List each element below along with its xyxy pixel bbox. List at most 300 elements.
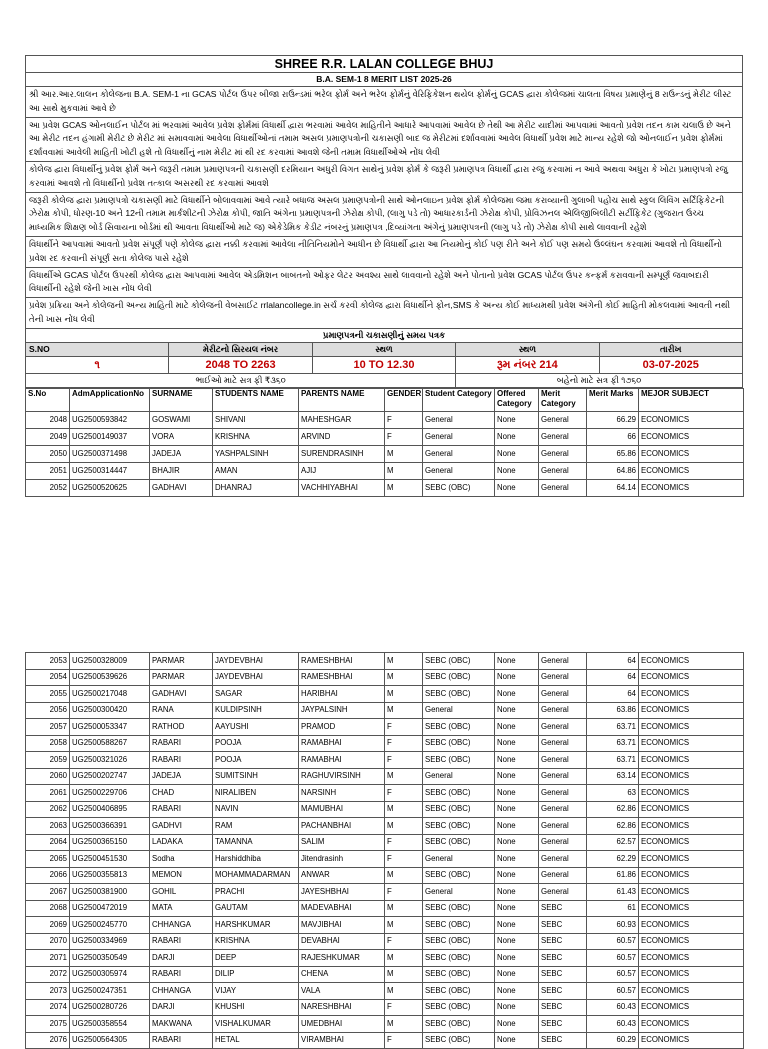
college-title: SHREE R.R. LALAN COLLEGE BHUJ: [26, 56, 743, 73]
column-header-gender: GENDER: [385, 388, 423, 411]
notice-paragraph: કોલેજ દ્વારા વિધાર્થીનું પ્રવેશ ફોર્મ અને જરૂરી તમામ પ્રમાણપત્રની ચકાસણી દરમિયાન અધુરી વિગત સાથેનું પ્રવેશ ફોર્મ કે જરૂરી પ્રમાણપત્ર વિધાર્થી દ્વારા રજુ કરવામાં ન આવે અથવા અધુરા કે ખોટા પ્રમાણપત્રો રજુ કરવામાં આવશે તો વિધાર્થીનો પ્રવેશ તત્કાલ અસરથી રદ કરવામાં આવશે: [26, 161, 743, 192]
cell-adm-application-no: UG2500593842: [70, 411, 150, 428]
cell-offered-category: None: [495, 801, 539, 818]
cell-merit-marks: 66: [587, 428, 639, 445]
cell-offered-category: None: [495, 917, 539, 934]
cell-major-subject: ECONOMICS: [639, 818, 744, 835]
cell-parent-name: RAGHUVIRSINH: [299, 768, 385, 785]
cell-gender: M: [385, 1016, 423, 1033]
cell-gender: M: [385, 983, 423, 1000]
cell-student-category: SEBC (OBC): [423, 950, 495, 967]
table-row: [26, 669, 744, 686]
cell-offered-category: None: [495, 702, 539, 719]
schedule-header-serial: મેરીટનો સિરયલ નંબર: [169, 342, 312, 356]
cell-student-category: SEBC (OBC): [423, 1016, 495, 1033]
cell-offered-category: None: [495, 950, 539, 967]
cell-adm-application-no: UG2500202747: [70, 768, 150, 785]
cell-merit-marks: 60.57: [587, 950, 639, 967]
cell-merit-marks: 62.86: [587, 801, 639, 818]
cell-gender: F: [385, 933, 423, 950]
cell-merit-category: General: [539, 851, 587, 868]
cell-student-name: YASHPALSINH: [213, 445, 299, 462]
cell-student-name: PRACHI: [213, 884, 299, 901]
notice-paragraph: જરૂરી કોલેજ દ્વારા પ્રમાણપત્રો ચકાસણી માટે વિધાર્થીને બોલાવવામાં આવે ત્યારે બધાજ અસલ પ્રમાણપત્રોની સાથે ઓનલાઇન પ્રવેશ ફોર્મ કોલેજમા જમા કરાવ્યાની ગુલાબી પહોંચ સાથે સ્કુલ લિવિંગ સર્ટિફિકેટની ઝેરોક્ષ કોપી, ધોરણ-10 અને 12ની તમામ માર્કશીટની ઝેરોક્ષ કોપી, જાતિ અંગેના પ્રમાણપત્રની ઝેરોક્ષ કોપી, (લાગુ પડે તો) આધારકાર્ડની ઝેરોક્ષ કોપી, પ્રોવિઝનલ એલિજીબિલીટી સર્ટીફિકેટ (ગુજરાત ઉચ્ચ માધ્યમિક શિક્ષણ બોર્ડ સિવાયના બોર્ડમાં થી આવતા વિધાર્થીઓ માટે જ) એકેડેમિક કેડીટ નંબરનું પ્રમાણપત્ર ,દિવ્યાંગતા અંગેનું પ્રમાણપત્રની (લાગુ પડે તો) ઝેરોક્ષ કોપી સાથે લાવવાની રહેશે: [26, 192, 743, 236]
cell-parent-name: RAMESHBHAI: [299, 653, 385, 670]
cell-adm-application-no: UG2500355813: [70, 867, 150, 884]
column-header-offered-category: Offered Category: [495, 388, 539, 411]
cell-merit-category: General: [539, 768, 587, 785]
cell-student-category: SEBC (OBC): [423, 479, 495, 496]
cell-student-name: TAMANNA: [213, 834, 299, 851]
cell-parent-name: RAMABHAI: [299, 735, 385, 752]
merit-table-top: [25, 388, 744, 497]
table-row: [26, 867, 744, 884]
cell-student-category: General: [423, 851, 495, 868]
cell-surname: MAKWANA: [150, 1016, 213, 1033]
cell-gender: M: [385, 801, 423, 818]
cell-offered-category: None: [495, 867, 539, 884]
cell-adm-application-no: UG2500381900: [70, 884, 150, 901]
cell-adm-application-no: UG2500406895: [70, 801, 150, 818]
schedule-sno: ૧: [26, 356, 169, 373]
cell-student-category: SEBC (OBC): [423, 719, 495, 736]
cell-parent-name: SALIM: [299, 834, 385, 851]
fee-boys: ભાઈઓ માટે સત્ર ફી ₹૩૬૦: [26, 373, 456, 387]
table-row: [26, 999, 744, 1016]
column-header-merit-marks: Merit Marks: [587, 388, 639, 411]
cell-parent-name: MAMUBHAI: [299, 801, 385, 818]
cell-major-subject: ECONOMICS: [639, 966, 744, 983]
cell-major-subject: ECONOMICS: [639, 702, 744, 719]
cell-surname: CHHANGA: [150, 983, 213, 1000]
cell-adm-application-no: UG2500217048: [70, 686, 150, 703]
cell-sno: 2072: [26, 966, 70, 983]
cell-offered-category: None: [495, 428, 539, 445]
cell-major-subject: ECONOMICS: [639, 917, 744, 934]
cell-student-category: SEBC (OBC): [423, 983, 495, 1000]
cell-student-category: General: [423, 428, 495, 445]
cell-adm-application-no: UG2500472019: [70, 900, 150, 917]
cell-major-subject: ECONOMICS: [639, 462, 744, 479]
cell-merit-category: General: [539, 884, 587, 901]
cell-gender: F: [385, 752, 423, 769]
cell-student-category: SEBC (OBC): [423, 900, 495, 917]
cell-surname: RABARI: [150, 966, 213, 983]
cell-adm-application-no: UG2500229706: [70, 785, 150, 802]
cell-offered-category: None: [495, 752, 539, 769]
cell-gender: M: [385, 900, 423, 917]
cell-sno: 2073: [26, 983, 70, 1000]
schedule-header-place: સ્થળ: [456, 342, 599, 356]
cell-surname: MEMON: [150, 867, 213, 884]
cell-offered-category: None: [495, 686, 539, 703]
cell-student-category: SEBC (OBC): [423, 752, 495, 769]
cell-surname: MATA: [150, 900, 213, 917]
cell-merit-marks: 60.93: [587, 917, 639, 934]
cell-merit-marks: 63.14: [587, 768, 639, 785]
table-row: [26, 834, 744, 851]
cell-major-subject: ECONOMICS: [639, 735, 744, 752]
cell-merit-marks: 64: [587, 686, 639, 703]
cell-sno: 2049: [26, 428, 70, 445]
cell-surname: DARJI: [150, 999, 213, 1016]
cell-parent-name: PACHANBHAI: [299, 818, 385, 835]
cell-gender: F: [385, 834, 423, 851]
cell-sno: 2065: [26, 851, 70, 868]
cell-student-name: SAGAR: [213, 686, 299, 703]
cell-parent-name: SURENDRASINH: [299, 445, 385, 462]
cell-surname: RABARI: [150, 752, 213, 769]
cell-sno: 2071: [26, 950, 70, 967]
cell-student-category: General: [423, 702, 495, 719]
cell-parent-name: JAYESHBHAI: [299, 884, 385, 901]
cell-surname: RABARI: [150, 933, 213, 950]
cell-surname: RABARI: [150, 735, 213, 752]
cell-merit-category: SEBC: [539, 950, 587, 967]
cell-adm-application-no: UG2500149037: [70, 428, 150, 445]
cell-sno: 2068: [26, 900, 70, 917]
cell-surname: GADHVI: [150, 818, 213, 835]
cell-gender: M: [385, 669, 423, 686]
cell-major-subject: ECONOMICS: [639, 411, 744, 428]
cell-sno: 2060: [26, 768, 70, 785]
merit-table-continued: [25, 652, 743, 1049]
cell-surname: BHAJIR: [150, 462, 213, 479]
table-row: [26, 653, 744, 670]
table-row: [26, 428, 744, 445]
cell-merit-marks: 63.86: [587, 702, 639, 719]
cell-merit-marks: 63: [587, 785, 639, 802]
cell-offered-category: None: [495, 479, 539, 496]
header-table: [25, 55, 743, 388]
cell-surname: Sodha: [150, 851, 213, 868]
cell-major-subject: ECONOMICS: [639, 834, 744, 851]
cell-sno: 2057: [26, 719, 70, 736]
cell-merit-category: General: [539, 669, 587, 686]
cell-merit-marks: 65.86: [587, 445, 639, 462]
cell-student-name: JAYDEVBHAI: [213, 653, 299, 670]
cell-offered-category: None: [495, 669, 539, 686]
cell-sno: 2059: [26, 752, 70, 769]
cell-gender: M: [385, 966, 423, 983]
cell-major-subject: ECONOMICS: [639, 752, 744, 769]
column-header-adm-application-no: AdmApplicationNo: [70, 388, 150, 411]
cell-student-category: SEBC (OBC): [423, 966, 495, 983]
cell-surname: GADHAVI: [150, 686, 213, 703]
cell-merit-category: SEBC: [539, 999, 587, 1016]
cell-gender: F: [385, 1032, 423, 1049]
cell-student-category: SEBC (OBC): [423, 999, 495, 1016]
cell-merit-category: General: [539, 411, 587, 428]
cell-offered-category: None: [495, 653, 539, 670]
cell-surname: RABARI: [150, 801, 213, 818]
cell-sno: 2052: [26, 479, 70, 496]
cell-adm-application-no: UG2500371498: [70, 445, 150, 462]
cell-offered-category: None: [495, 884, 539, 901]
cell-gender: M: [385, 950, 423, 967]
cell-merit-category: General: [539, 801, 587, 818]
cell-merit-marks: 63.71: [587, 752, 639, 769]
cell-gender: M: [385, 462, 423, 479]
cell-sno: 2070: [26, 933, 70, 950]
cell-merit-marks: 63.71: [587, 719, 639, 736]
cell-gender: F: [385, 785, 423, 802]
cell-student-name: DILIP: [213, 966, 299, 983]
cell-gender: F: [385, 999, 423, 1016]
table-row: [26, 917, 744, 934]
table-row: [26, 411, 744, 428]
cell-merit-category: General: [539, 752, 587, 769]
cell-merit-marks: 60.57: [587, 933, 639, 950]
cell-student-category: SEBC (OBC): [423, 834, 495, 851]
cell-student-category: SEBC (OBC): [423, 818, 495, 835]
cell-student-category: SEBC (OBC): [423, 653, 495, 670]
cell-surname: PARMAR: [150, 669, 213, 686]
cell-student-name: MOHAMMADARMAN: [213, 867, 299, 884]
table-row: [26, 933, 744, 950]
cell-merit-category: SEBC: [539, 1032, 587, 1049]
cell-gender: M: [385, 818, 423, 835]
cell-parent-name: UMEDBHAI: [299, 1016, 385, 1033]
cell-major-subject: ECONOMICS: [639, 428, 744, 445]
cell-student-category: SEBC (OBC): [423, 933, 495, 950]
cell-surname: GADHAVI: [150, 479, 213, 496]
schedule-date: 03-07-2025: [599, 356, 742, 373]
cell-sno: 2066: [26, 867, 70, 884]
cell-adm-application-no: UG2500328009: [70, 653, 150, 670]
column-header-surname: SURNAME: [150, 388, 213, 411]
cell-gender: F: [385, 411, 423, 428]
cell-gender: M: [385, 917, 423, 934]
cell-parent-name: ANWAR: [299, 867, 385, 884]
table-row: [26, 702, 744, 719]
cell-major-subject: ECONOMICS: [639, 867, 744, 884]
cell-sno: 2075: [26, 1016, 70, 1033]
schedule-header-sno: S.NO: [26, 342, 169, 356]
cell-surname: JADEJA: [150, 445, 213, 462]
cell-parent-name: MAHESHGAR: [299, 411, 385, 428]
cell-student-category: General: [423, 411, 495, 428]
cell-major-subject: ECONOMICS: [639, 1016, 744, 1033]
cell-major-subject: ECONOMICS: [639, 1032, 744, 1049]
cell-sno: 2064: [26, 834, 70, 851]
cell-parent-name: ARVIND: [299, 428, 385, 445]
cell-student-category: General: [423, 884, 495, 901]
cell-adm-application-no: UG2500520625: [70, 479, 150, 496]
cell-sno: 2076: [26, 1032, 70, 1049]
cell-adm-application-no: UG2500305974: [70, 966, 150, 983]
table-header-row: [26, 388, 744, 411]
cell-merit-marks: 66.29: [587, 411, 639, 428]
cell-surname: DARJI: [150, 950, 213, 967]
cell-sno: 2063: [26, 818, 70, 835]
cell-merit-marks: 63.71: [587, 735, 639, 752]
fee-girls: બહેનો માટે સત્ર ફી ૧૭૬૦: [456, 373, 743, 387]
cell-parent-name: JAYPALSINH: [299, 702, 385, 719]
cell-major-subject: ECONOMICS: [639, 999, 744, 1016]
cell-parent-name: VIRAMBHAI: [299, 1032, 385, 1049]
cell-sno: 2048: [26, 411, 70, 428]
cell-gender: F: [385, 719, 423, 736]
cell-merit-marks: 60.43: [587, 999, 639, 1016]
cell-major-subject: ECONOMICS: [639, 445, 744, 462]
table-row: [26, 735, 744, 752]
cell-student-name: NAVIN: [213, 801, 299, 818]
cell-parent-name: PRAMOD: [299, 719, 385, 736]
cell-gender: F: [385, 851, 423, 868]
cell-parent-name: MADEVABHAI: [299, 900, 385, 917]
cell-sno: 2067: [26, 884, 70, 901]
cell-merit-marks: 61.43: [587, 884, 639, 901]
cell-parent-name: RAMESHBHAI: [299, 669, 385, 686]
cell-student-category: SEBC (OBC): [423, 801, 495, 818]
cell-surname: RABARI: [150, 1032, 213, 1049]
cell-offered-category: None: [495, 768, 539, 785]
cell-student-category: SEBC (OBC): [423, 785, 495, 802]
cell-parent-name: Jitendrasinh: [299, 851, 385, 868]
table-row: [26, 752, 744, 769]
schedule-header-time: સ્થળ: [312, 342, 455, 356]
cell-merit-category: General: [539, 479, 587, 496]
cell-student-name: NIRALIBEN: [213, 785, 299, 802]
cell-student-category: General: [423, 462, 495, 479]
table-row: [26, 1032, 744, 1049]
cell-student-category: General: [423, 768, 495, 785]
schedule-header-date: તારીખ: [599, 342, 742, 356]
cell-adm-application-no: UG2500365150: [70, 834, 150, 851]
cell-major-subject: ECONOMICS: [639, 851, 744, 868]
cell-merit-category: General: [539, 686, 587, 703]
cell-offered-category: None: [495, 445, 539, 462]
column-header-parent-name: PARENTS NAME: [299, 388, 385, 411]
cell-student-category: SEBC (OBC): [423, 1032, 495, 1049]
cell-merit-category: General: [539, 653, 587, 670]
cell-merit-category: General: [539, 834, 587, 851]
cell-student-category: SEBC (OBC): [423, 735, 495, 752]
cell-offered-category: None: [495, 818, 539, 835]
cell-surname: PARMAR: [150, 653, 213, 670]
cell-surname: VORA: [150, 428, 213, 445]
cell-sno: 2062: [26, 801, 70, 818]
table-row: [26, 768, 744, 785]
cell-surname: JADEJA: [150, 768, 213, 785]
cell-student-name: HARSHKUMAR: [213, 917, 299, 934]
cell-merit-category: General: [539, 735, 587, 752]
cell-adm-application-no: UG2500366391: [70, 818, 150, 835]
cell-adm-application-no: UG2500334969: [70, 933, 150, 950]
cell-sno: 2056: [26, 702, 70, 719]
cell-surname: CHHANGA: [150, 917, 213, 934]
cell-adm-application-no: UG2500300420: [70, 702, 150, 719]
cell-student-name: POOJA: [213, 752, 299, 769]
cell-major-subject: ECONOMICS: [639, 785, 744, 802]
cell-gender: M: [385, 445, 423, 462]
cell-parent-name: DEVABHAI: [299, 933, 385, 950]
cell-surname: RANA: [150, 702, 213, 719]
column-header-sno: S.No: [26, 388, 70, 411]
cell-adm-application-no: UG2500053347: [70, 719, 150, 736]
cell-parent-name: AJIJ: [299, 462, 385, 479]
cell-parent-name: VACHHIYABHAI: [299, 479, 385, 496]
cell-merit-category: General: [539, 818, 587, 835]
cell-gender: F: [385, 428, 423, 445]
merit-table-bottom: [25, 652, 744, 1049]
table-row: [26, 479, 744, 496]
cell-major-subject: ECONOMICS: [639, 950, 744, 967]
cell-student-name: KULDIPSINH: [213, 702, 299, 719]
table-row: [26, 884, 744, 901]
cell-adm-application-no: UG2500321026: [70, 752, 150, 769]
cell-parent-name: VALA: [299, 983, 385, 1000]
cell-offered-category: None: [495, 719, 539, 736]
cell-student-category: SEBC (OBC): [423, 686, 495, 703]
cell-offered-category: None: [495, 785, 539, 802]
cell-offered-category: None: [495, 966, 539, 983]
notice-paragraph: શ્રી આર.આર.લાલન કોલેજના B.A. SEM-1 ના GCAS પોર્ટલ ઉપર બીજા રાઉન્ડમાં ભરેલ ફોર્મ અને ભરેલ ફોર્મનું વેરિફિકેશન થયેલ ફોર્મનું GCAS દ્વારા કોલેજમાં ચાલતા વિષય પ્રમાણેનું 8 રાઉન્ડનું મેરીટ લીસ્ટ આ સાથે મુકવામાં આવે છે: [26, 87, 743, 118]
cell-merit-marks: 64.14: [587, 479, 639, 496]
cell-surname: LADAKA: [150, 834, 213, 851]
cell-merit-marks: 62.29: [587, 851, 639, 868]
cell-parent-name: NARESHBHAI: [299, 999, 385, 1016]
cell-merit-marks: 64: [587, 653, 639, 670]
cell-student-name: DHANRAJ: [213, 479, 299, 496]
cell-parent-name: RAJESHKUMAR: [299, 950, 385, 967]
cell-adm-application-no: UG2500451530: [70, 851, 150, 868]
cell-merit-category: General: [539, 867, 587, 884]
cell-student-name: JAYDEVBHAI: [213, 669, 299, 686]
cell-parent-name: CHENA: [299, 966, 385, 983]
notice-paragraph: આ પ્રવેશ GCAS ઓનલાઈન પોર્ટલ માં ભરવામાં આવેલ પ્રવેશ ફોર્મમાં વિધાર્થી દ્વારા ભરવામાં આવેલ માહિતીને આધારે આપવામાં આવેલ છે તેથી આ મેરીટ યાદીમાં આપવામાં આવતો પ્રવેશ તદન કામ ચલાઉ છે અને આ મેરીટ તદન હંગામી મેરીટ છે મેરીટ માં સમાવવામાં આવેલા વિધાર્થીઓનાં તમામ અસલ પ્રમાણપત્રોની ચકાસણી બાદ જ મેરીટમાં દર્શાવવામાં આવેલ વિધાર્થી પ્રવેશ માટે માન્ય રહેશે જો ઓનલાઈન પ્રવેશ ફોર્મમાં દર્શાવવામાં આવેલી માહિતી ખોટી હશે તો વિધાર્થીનું નામ મેરીટ માં થી રદ કરવામાં આવશે જેની તમામ વિધાર્થીઓએ નોંધ લેવી: [26, 117, 743, 161]
cell-major-subject: ECONOMICS: [639, 719, 744, 736]
cell-major-subject: ECONOMICS: [639, 653, 744, 670]
cell-student-name: Harshiddhiba: [213, 851, 299, 868]
cell-gender: F: [385, 735, 423, 752]
cell-merit-marks: 64: [587, 669, 639, 686]
cell-student-name: KRISHNA: [213, 933, 299, 950]
cell-merit-category: General: [539, 719, 587, 736]
cell-student-name: VIJAY: [213, 983, 299, 1000]
cell-gender: M: [385, 867, 423, 884]
schedule-serial-range: 2048 TO 2263: [169, 356, 312, 373]
cell-student-name: VISHALKUMAR: [213, 1016, 299, 1033]
cell-merit-category: General: [539, 785, 587, 802]
cell-major-subject: ECONOMICS: [639, 479, 744, 496]
cell-major-subject: ECONOMICS: [639, 768, 744, 785]
cell-offered-category: None: [495, 851, 539, 868]
cell-adm-application-no: UG2500247351: [70, 983, 150, 1000]
merit-list-subtitle: B.A. SEM-1 8 MERIT LIST 2025-26: [26, 73, 743, 87]
cell-gender: M: [385, 653, 423, 670]
cell-merit-marks: 60.57: [587, 983, 639, 1000]
cell-parent-name: RAMABHAI: [299, 752, 385, 769]
cell-merit-marks: 61.86: [587, 867, 639, 884]
notice-paragraph: વિધાર્થીએ GCAS પોર્ટલ ઉપરથી કોલેજ દ્વારા આપવામાં આવેલ એડમિશન બાબતનો ઓફર લેટર અવશ્ય સાથે લાવવાનો રહેશે અને પોતાનો પ્રવેશ GCAS પોર્ટલ ઉપર કન્ફર્મ કરાવવાની સમ્પૂર્ણ જવાબદારી વિધાર્થીની રહેશે જેની ખાસ નોંધ લેવી: [26, 267, 743, 298]
cell-adm-application-no: UG2500314447: [70, 462, 150, 479]
column-header-merit-category: Merit Category: [539, 388, 587, 411]
cell-major-subject: ECONOMICS: [639, 900, 744, 917]
table-row: [26, 686, 744, 703]
table-row: [26, 818, 744, 835]
table-row: [26, 445, 744, 462]
cell-offered-category: None: [495, 735, 539, 752]
cell-student-category: SEBC (OBC): [423, 867, 495, 884]
cell-merit-marks: 60.57: [587, 966, 639, 983]
cell-sno: 2074: [26, 999, 70, 1016]
cell-adm-application-no: UG2500280726: [70, 999, 150, 1016]
cell-offered-category: None: [495, 933, 539, 950]
cell-adm-application-no: UG2500588267: [70, 735, 150, 752]
cell-sno: 2051: [26, 462, 70, 479]
